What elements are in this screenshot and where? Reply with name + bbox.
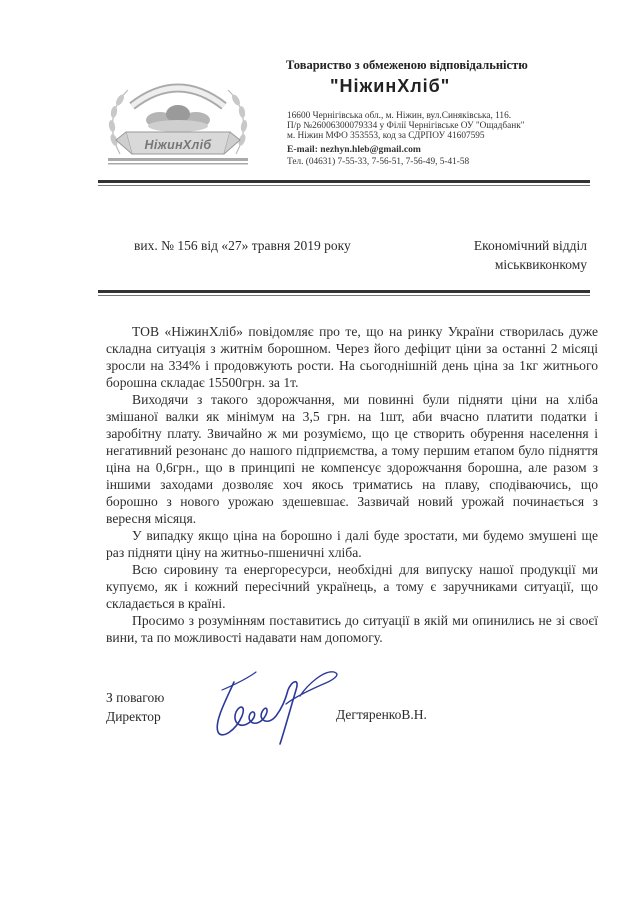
- company-address: 16600 Чернігівська обл., м. Ніжин, вул.Синяківська, 116.: [287, 111, 512, 121]
- bank-city-code: м. Ніжин МФО 353553, код за СДРПОУ 41607595: [287, 131, 485, 141]
- company-phones: Тел. (04631) 7-55-33, 7-56-51, 7-56-49, 5-41-58: [287, 157, 470, 167]
- body-paragraph-5: Просимо з розумінням поставитись до ситуації в якій ми опинились не зі своєї вини, та по можливості надавати нам допомогу.: [106, 613, 598, 645]
- company-type: Товариство з обмеженою відповідальністю: [286, 58, 528, 72]
- outgoing-reference: вих. № 156 від «27» травня 2019 року: [134, 238, 351, 253]
- signature-scribble-icon: [196, 660, 346, 750]
- letterhead-divider-thick: [98, 180, 590, 183]
- logo-emblem-icon: [98, 62, 258, 172]
- closing-block: [106, 688, 164, 726]
- signer-name: ДегтяренкоВ.Н.: [336, 707, 427, 722]
- recipient-block: [474, 236, 587, 274]
- body-paragraph-4: Всю сировину та енергоресурси, необхідні для випуску нашої продукції ми купуємо, як і кожний пересічний українець, а тому є заручниками ситуації, що складається в країні.: [106, 562, 598, 611]
- header-divider-thin: [98, 295, 590, 296]
- company-name: "НіжинХліб": [330, 76, 451, 96]
- body-paragraph-1: ТОВ «НіжинХліб» повідомляє про те, що на ринку України створилась дуже складна ситуація з житнім борошном. Через його дефіцит ціни за останні 2 місяці зросли на 334% і продовжують рости. На сьогоднішній день ціна за 1кг житнього борошна складає 15500грн. за 1т.: [106, 324, 598, 390]
- body-paragraph-2: Виходячи з такого здорожчання, ми повинні були підняти ціни на хліба змішаної валки як мінімум на 3,5 грн. на 1шт, аби вчасно платити податки і заробітну плату. Звичайно ж ми розуміємо, що це створить обурення населення і негативний резонанс до нашого підприємства, а тому першим етапом було підняття ціна на 0,6грн., що в принципі не компенсує здорожчання борошна, але разом з іншими заходами дозволяє хоч якось триматись на плаву, сподіваючись, що борошно з нового урожаю здешевшає. Зазвичай новий урожай починається з вересня місяця.: [106, 392, 598, 526]
- company-email: E-mail: nezhyn.hleb@gmail.com: [287, 144, 421, 155]
- logo-wordmark: НіжинХліб: [144, 138, 212, 152]
- closing-position: Директор: [106, 709, 161, 724]
- letter-body: [106, 323, 598, 646]
- body-paragraph-3: У випадку якщо ціна на борошно і далі буде зростати, ми будемо змушені ще раз підняти ціну на житньо-пшеничні хліба.: [106, 528, 598, 560]
- closing-regards: З повагою: [106, 690, 165, 705]
- handwritten-signature: [196, 660, 346, 750]
- bank-account: П/р №26006300079334 у Філії Чернігівське ОУ "Ощадбанк": [287, 121, 525, 131]
- letterhead-divider-thin: [98, 185, 590, 186]
- header-divider-thick: [98, 290, 590, 293]
- company-logo: [98, 62, 258, 172]
- recipient-line-1: Економічний відділ: [473, 238, 587, 253]
- recipient-line-2: міськвиконкому: [494, 257, 587, 272]
